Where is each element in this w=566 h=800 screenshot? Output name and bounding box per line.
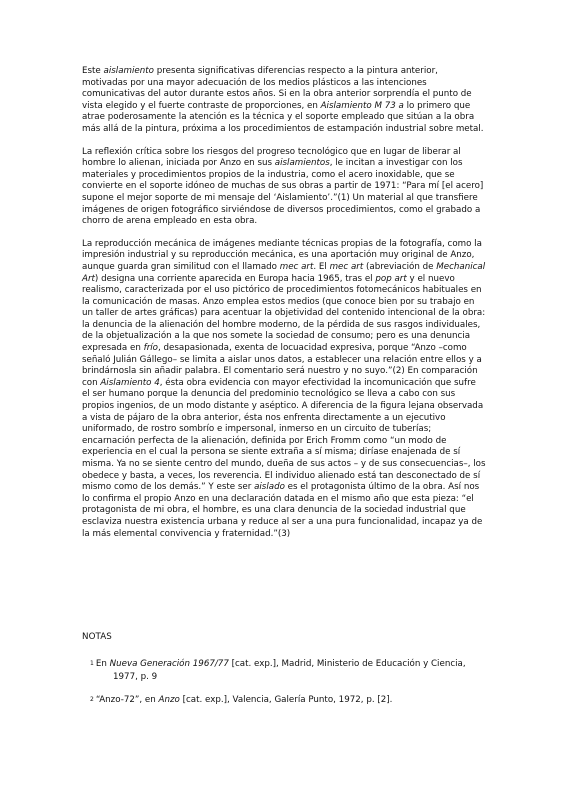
italic-text: pop art bbox=[375, 273, 407, 284]
notes-heading: NOTAS bbox=[82, 632, 112, 642]
italic-text: frío bbox=[143, 343, 158, 354]
footnote bbox=[90, 694, 486, 707]
footnote-number: 2 bbox=[90, 696, 94, 703]
footnote-number: 1 bbox=[90, 660, 94, 667]
italic-text: aislamiento bbox=[103, 66, 154, 76]
italic-text: Anzo bbox=[158, 695, 180, 705]
italic-text: mec art bbox=[329, 261, 364, 272]
paragraph: La reflexión crítica sobre los riesgos del progreso tecnológico que en lugar de liberar al hombre lo alienan, iniciada por Anzo en sus aislamientos, le incitan a investigar con los materiales y procedimientos propios de la industria, como el acero inoxidable, que se convierte en el soporte idóneo de muchas de sus obras a partir de 1971: “Para mí [el acero] supone el mejor soporte de mi mensaje del ‘Aislamiento’.”(1) Un material al que transfiere imágenes de origen fotográfico sirviéndose de diversos procedimientos, como el grabado a chorro de arena empleado en esta obra. bbox=[82, 146, 484, 227]
paragraph: La reproducción mecánica de imágenes mediante técnicas propias de la fotografía, como la impresión industrial y su reproducción mecánica, es una aportación muy original de Anzo, aunque guarda gran similitud con el llamado mec art. El mec art (abreviación de Mechanical Art) designa una corriente aparecida en Europa hacia 1965, tras el pop art y el nuevo realismo, caracterizada por el uso pictórico de procedimientos fotomecánicos habituales en la comunicación de masas. Anzo emplea estos medios (que conoce bien por su trabajo en un taller de artes gráficas) para acentuar la objetividad del contenido intencional de la obra: la denuncia de la alienación del hombre moderno, de la pérdida de sus rasgos individuales, de la objetualización a la que nos somete la sociedad de consumo; pero es una denuncia expresada en frío, desapasionada, exenta de locuacidad expresiva, porque “Anzo –como señaló Julián Gállego– se limita a aislar unos datos, a establecer una relación entre ellos y a brindárnosla sin añadir palabra. El comentario será nuestro y no suyo.”(2) En comparación con Aislamiento 4, ésta obra evidencia con mayor efectividad la incomunicación que sufre el ser humano porque la denuncia del predominio tecnológico se lleva a cabo con sus propios ingenios, de un modo distante y aséptico. A diferencia de la figura lejana observada a vista de pájaro de la obra anterior, ésta nos enfrenta directamente a un ejecutivo uniformado, de rostro sombrío e impersonal, inmerso en un circuito de tuberías; encarnación perfecta de la alienación, definida por Erich Fromm como “un modo de experiencia en el cual la persona se siente extraña a sí misma; diríase enajenada de sí misma. Ya no se siente centro del mundo, dueña de sus actos – y de sus consecuencias–, los obedece y basta, a veces, los reverencia. El individuo alienado está tan desconectado de sí mismo como de los demás.” Y este ser aislado es el protagonista último de la obra. Así nos lo confirma el propio Anzo en una declaración datada en el mismo año que esta pieza: “el protagonista de mi obra, el hombre, es una clara denuncia de la sociedad industrial que esclaviza nuestra existencia urbana y reduce al ser a una pura funcionalidad, incapaz ya de la más elemental convivencia y fraternidad.”(3) bbox=[82, 238, 486, 539]
italic-text: mec art bbox=[279, 261, 314, 272]
footnote-text: En Nueva Generación 1967/77 [cat. exp.], Madrid, Ministerio de Educación y Ciencia, bbox=[95, 659, 466, 669]
footnote bbox=[90, 658, 486, 683]
italic-text: Mechanical Art bbox=[82, 261, 486, 284]
paragraph: Este aislamiento presenta significativas diferencias respecto a la pintura anterior, motivadas por una mayor adecuación de los medios plásticos a las intenciones comunicativas del autor durante estos años. Si en la obra anterior sorprendía el punto de vista elegido y el fuerte contraste de proporciones, en Aislamiento M 73 a lo primero que atrae poderosamente la atención es la técnica y el soporte empleado que sitúan a la obra más allá de la pintura, próxima a los procedimientos de estampación industrial sobre metal. bbox=[82, 66, 484, 134]
italic-text: Aislamiento 4 bbox=[100, 377, 160, 388]
footnote-text: “Anzo-72”, en Anzo [cat. exp.], Valencia, Galería Punto, 1972, p. [2]. bbox=[95, 695, 393, 705]
footnote-text-continued: 1977, p. 9 bbox=[113, 671, 158, 682]
italic-text: Nueva Generación 1967/77 bbox=[109, 659, 229, 669]
italic-text: Aislamiento M 73 a bbox=[320, 100, 404, 111]
italic-text: aislado bbox=[254, 482, 285, 493]
body-text bbox=[82, 66, 486, 551]
italic-text: aislamientos bbox=[274, 158, 330, 169]
